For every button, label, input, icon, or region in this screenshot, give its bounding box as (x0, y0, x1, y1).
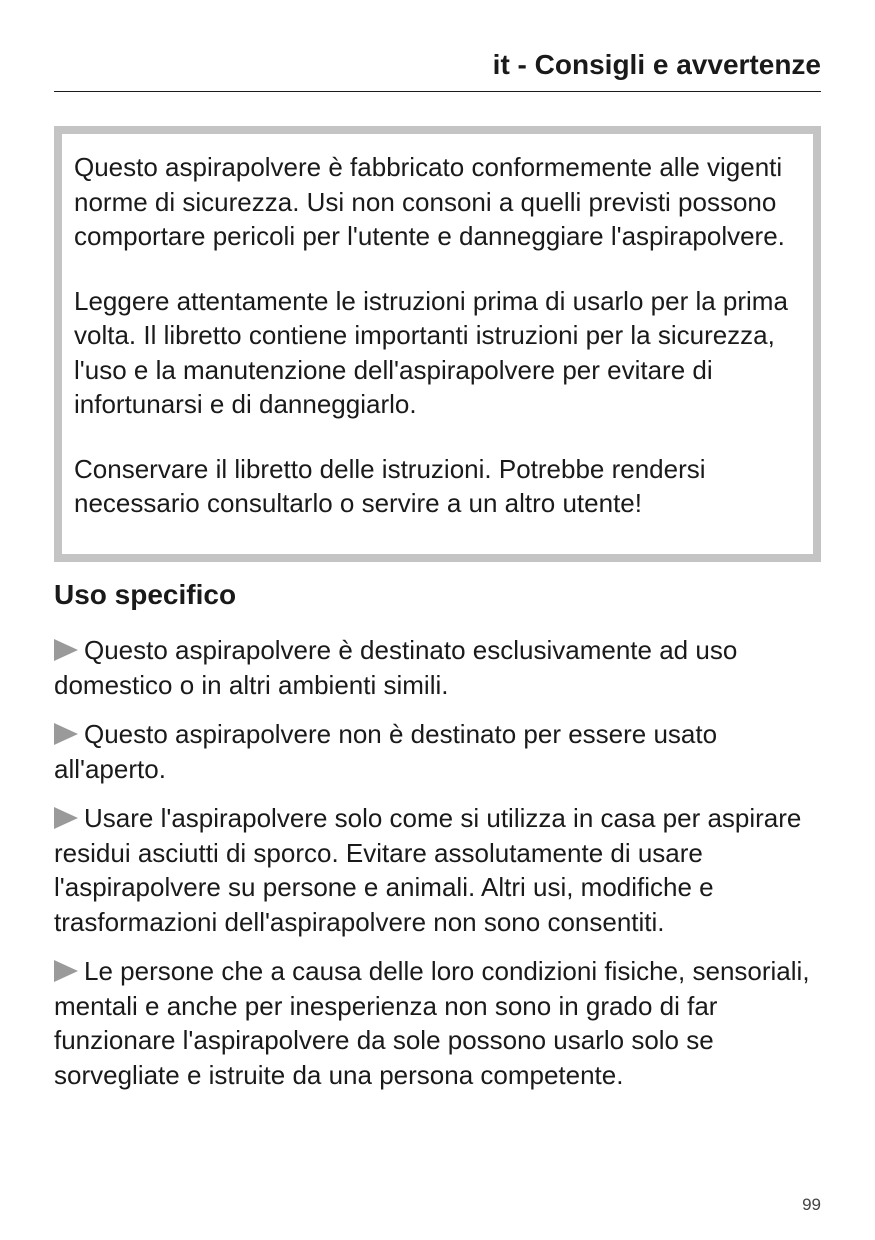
list-item-text: Questo aspirapolvere è destinato esclusivamente ad uso domestico o in altri ambienti simili. (54, 635, 738, 700)
notice-paragraph-keep-booklet: Conservare il libretto delle istruzioni. Potrebbe rendersi necessario consultarlo o servire a un altro utente! (74, 453, 706, 518)
list-item (54, 633, 824, 702)
triangle-right-icon (54, 807, 78, 829)
triangle-right-icon (54, 723, 78, 745)
page-number: 99 (802, 1195, 821, 1214)
list-item-text: Usare l'aspirapolvere solo come si utilizza in casa per aspirare residui asciutti di sporco. Evitare assolutamente di usare l'aspirapolvere su persone e animali. Altri usi, modifiche e trasformazioni dell'aspirapolvere non sono consentiti. (54, 803, 802, 937)
section-heading: Uso specifico (54, 579, 237, 610)
triangle-right-icon (54, 639, 78, 661)
page-header-title: it - Consigli e avvertenze (492, 49, 821, 80)
list-item (54, 717, 824, 786)
list-item-text: Le persone che a causa delle loro condizioni fisiche, sensoriali, mentali e anche per inesperienza non sono in grado di far funzionare l'aspirapolvere da sole possono usarlo solo se sorvegliate e istruite da una persona competente. (54, 956, 810, 1090)
list-item (54, 801, 824, 939)
triangle-right-icon (54, 960, 78, 982)
list-item (54, 954, 824, 1092)
notice-paragraph-read-instructions: Leggere attentamente le istruzioni prima di usarlo per la prima volta. Il libretto contiene importanti istruzioni per la sicurezza, l'uso e la manutenzione dell'aspirapolvere per evitare di infortunarsi e di danneggiarlo. (74, 285, 788, 419)
safety-notice-box (54, 126, 821, 562)
intended-use-list (54, 633, 824, 1107)
notice-paragraph-conformity: Questo aspirapolvere è fabbricato conformemente alle vigenti norme di sicurezza. Usi non consoni a quelli previsti possono comportare pericoli per l'utente e danneggiare l'aspirapolvere. (74, 152, 785, 251)
header-divider (54, 91, 821, 92)
list-item-text: Questo aspirapolvere non è destinato per essere usato all'aperto. (54, 719, 718, 784)
